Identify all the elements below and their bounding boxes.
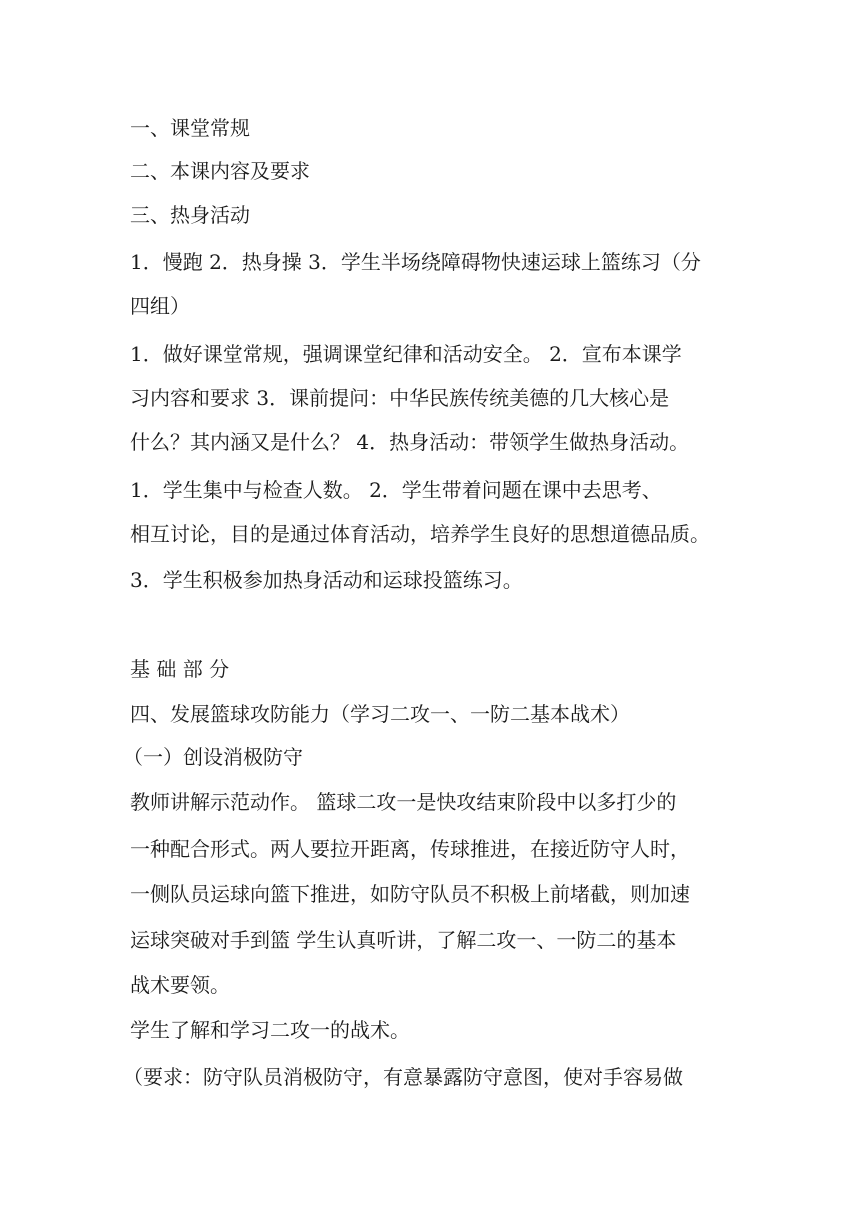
paragraph-line: 一侧队员运球向篮下推进，如防守队员不积极上前堵截，则加速 [130,882,690,906]
paragraph-line: 一种配合形式。两人要拉开距离，传球推进，在接近防守人时， [130,837,690,861]
section-heading-warmup: 三、热身活动 [130,203,250,227]
paragraph-line: 四组） [130,294,190,318]
section-heading-content: 二、本课内容及要求 [130,159,310,183]
paragraph-line: （要求：防守队员消极防守，有意暴露防守意图，使对手容易做 [123,1065,683,1089]
section-heading-basic: 基 础 部 分 [130,657,230,681]
paragraph-line: 1．慢跑 2．热身操 3．学生半场绕障碍物快速运球上篮练习（分 [130,250,701,274]
paragraph-line: 习内容和要求 3．课前提问：中华民族传统美德的几大核心是 [130,386,670,410]
paragraph-line: 战术要领。 [130,973,230,997]
section-heading-basketball: 四、发展篮球攻防能力（学习二攻一、一防二基本战术） [130,702,630,726]
paragraph-line: 相互讨论，目的是通过体育活动，培养学生良好的思想道德品质。 [130,522,710,546]
paragraph-line: 3．学生积极参加热身活动和运球投篮练习。 [130,568,523,592]
paragraph-line: 1．做好课堂常规，强调课堂纪律和活动安全。 2．宣布本课学 [130,342,682,366]
paragraph-line: 学生了解和学习二攻一的战术。 [130,1018,410,1042]
section-heading-routine: 一、课堂常规 [130,116,250,140]
paragraph-line: 1．学生集中与检查人数。 2．学生带着问题在课中去思考、 [130,478,662,502]
paragraph-line: 运球突破对手到篮 学生认真听讲，了解二攻一、一防二的基本 [130,928,677,952]
subsection-heading: （一）创设消极防守 [123,745,303,769]
paragraph-line: 教师讲解示范动作。 篮球二攻一是快攻结束阶段中以多打少的 [130,790,677,814]
paragraph-line: 什么？其内涵又是什么？ 4．热身活动：带领学生做热身活动。 [130,430,690,454]
